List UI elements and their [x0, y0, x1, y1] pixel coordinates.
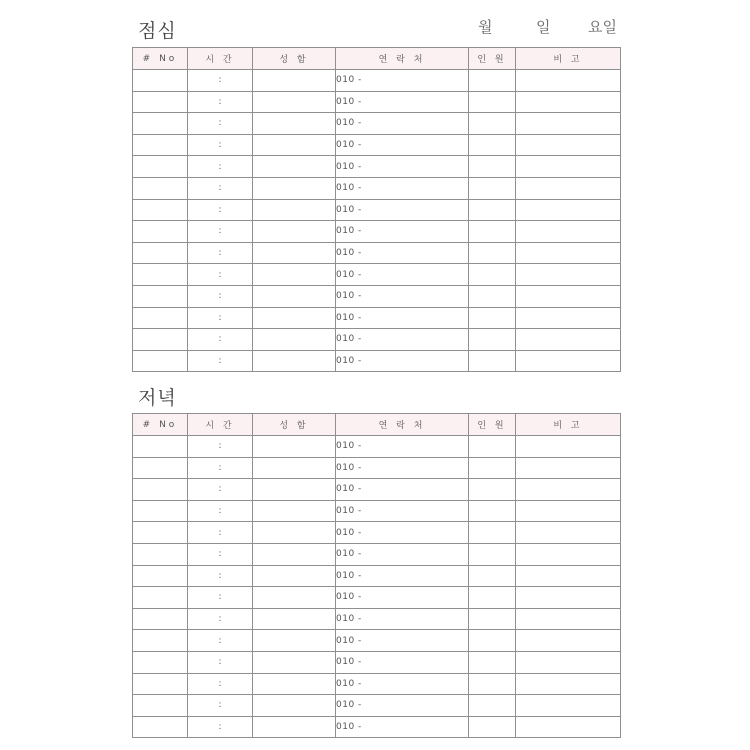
- notes-cell[interactable]: [516, 307, 621, 329]
- table-row: [133, 264, 621, 286]
- party-size-cell[interactable]: [469, 630, 516, 652]
- notes-cell[interactable]: [516, 673, 621, 695]
- notes-cell[interactable]: [516, 134, 621, 156]
- party-size-cell[interactable]: [469, 651, 516, 673]
- notes-cell[interactable]: [516, 543, 621, 565]
- party-size-cell[interactable]: [469, 479, 516, 501]
- no-cell[interactable]: [133, 156, 188, 178]
- table-row: [133, 716, 621, 738]
- name-cell[interactable]: [253, 199, 336, 221]
- table-row: [133, 242, 621, 264]
- name-cell[interactable]: [253, 350, 336, 372]
- col-header-contact: 연 락 처: [336, 48, 469, 70]
- name-cell[interactable]: [253, 436, 336, 458]
- weekday-label: 요일: [588, 18, 617, 36]
- table-row: [133, 156, 621, 178]
- contact-cell: 010 -: [336, 522, 469, 544]
- no-cell[interactable]: [133, 716, 188, 738]
- no-cell[interactable]: [133, 285, 188, 307]
- time-cell: :: [188, 695, 253, 717]
- notes-cell[interactable]: [516, 716, 621, 738]
- table-row: [133, 113, 621, 135]
- no-cell[interactable]: [133, 436, 188, 458]
- no-cell[interactable]: [133, 587, 188, 609]
- table-header-row: [133, 48, 621, 70]
- notes-cell[interactable]: [516, 565, 621, 587]
- time-cell: :: [188, 543, 253, 565]
- notes-cell[interactable]: [516, 457, 621, 479]
- name-cell[interactable]: [253, 500, 336, 522]
- party-size-cell[interactable]: [469, 457, 516, 479]
- col-header-notes: 비 고: [516, 48, 621, 70]
- contact-cell: 010 -: [336, 457, 469, 479]
- col-header-no: # No: [133, 414, 188, 436]
- notes-cell[interactable]: [516, 221, 621, 243]
- time-cell: :: [188, 716, 253, 738]
- time-cell: :: [188, 264, 253, 286]
- col-header-name: 성 함: [253, 414, 336, 436]
- name-cell[interactable]: [253, 329, 336, 351]
- time-cell: :: [188, 156, 253, 178]
- notes-cell[interactable]: [516, 242, 621, 264]
- notes-cell[interactable]: [516, 500, 621, 522]
- contact-cell: 010 -: [336, 350, 469, 372]
- time-cell: :: [188, 630, 253, 652]
- table-header-row: [133, 414, 621, 436]
- table-row: [133, 91, 621, 113]
- date-line: [470, 16, 620, 38]
- party-size-cell[interactable]: [469, 242, 516, 264]
- notes-cell[interactable]: [516, 695, 621, 717]
- contact-cell: 010 -: [336, 156, 469, 178]
- contact-cell: 010 -: [336, 242, 469, 264]
- contact-cell: 010 -: [336, 70, 469, 92]
- party-size-cell[interactable]: [469, 500, 516, 522]
- no-cell[interactable]: [133, 695, 188, 717]
- name-cell[interactable]: [253, 565, 336, 587]
- party-size-cell[interactable]: [469, 329, 516, 351]
- party-size-cell[interactable]: [469, 221, 516, 243]
- no-cell[interactable]: [133, 199, 188, 221]
- party-size-cell[interactable]: [469, 156, 516, 178]
- no-cell[interactable]: [133, 565, 188, 587]
- month-label: 월: [478, 18, 493, 36]
- time-cell: :: [188, 134, 253, 156]
- no-cell[interactable]: [133, 350, 188, 372]
- notes-cell[interactable]: [516, 436, 621, 458]
- party-size-cell[interactable]: [469, 70, 516, 92]
- table-row: [133, 199, 621, 221]
- name-cell[interactable]: [253, 457, 336, 479]
- party-size-cell[interactable]: [469, 264, 516, 286]
- time-cell: :: [188, 479, 253, 501]
- time-cell: :: [188, 329, 253, 351]
- name-cell[interactable]: [253, 113, 336, 135]
- contact-cell: 010 -: [336, 285, 469, 307]
- party-size-cell[interactable]: [469, 565, 516, 587]
- table-row: [133, 522, 621, 544]
- notes-cell[interactable]: [516, 522, 621, 544]
- no-cell[interactable]: [133, 113, 188, 135]
- time-cell: :: [188, 91, 253, 113]
- contact-cell: 010 -: [336, 329, 469, 351]
- contact-cell: 010 -: [336, 716, 469, 738]
- no-cell[interactable]: [133, 500, 188, 522]
- no-cell[interactable]: [133, 673, 188, 695]
- time-cell: :: [188, 457, 253, 479]
- no-cell[interactable]: [133, 630, 188, 652]
- notes-cell[interactable]: [516, 199, 621, 221]
- table-row: [133, 500, 621, 522]
- time-cell: :: [188, 673, 253, 695]
- dinner-section-title: 저녁: [138, 387, 177, 409]
- notes-cell[interactable]: [516, 70, 621, 92]
- contact-cell: 010 -: [336, 630, 469, 652]
- contact-cell: 010 -: [336, 307, 469, 329]
- no-cell[interactable]: [133, 307, 188, 329]
- party-size-cell[interactable]: [469, 134, 516, 156]
- notes-cell[interactable]: [516, 177, 621, 199]
- contact-cell: 010 -: [336, 608, 469, 630]
- table-row: [133, 70, 621, 92]
- table-row: [133, 457, 621, 479]
- time-cell: :: [188, 221, 253, 243]
- name-cell[interactable]: [253, 630, 336, 652]
- name-cell[interactable]: [253, 264, 336, 286]
- party-size-cell[interactable]: [469, 543, 516, 565]
- notes-cell[interactable]: [516, 608, 621, 630]
- no-cell[interactable]: [133, 221, 188, 243]
- notes-cell[interactable]: [516, 630, 621, 652]
- table-row: [133, 350, 621, 372]
- contact-cell: 010 -: [336, 479, 469, 501]
- no-cell[interactable]: [133, 264, 188, 286]
- table-row: [133, 134, 621, 156]
- no-cell[interactable]: [133, 651, 188, 673]
- time-cell: :: [188, 587, 253, 609]
- party-size-cell[interactable]: [469, 608, 516, 630]
- time-cell: :: [188, 113, 253, 135]
- contact-cell: 010 -: [336, 264, 469, 286]
- party-size-cell[interactable]: [469, 350, 516, 372]
- no-cell[interactable]: [133, 70, 188, 92]
- time-cell: :: [188, 307, 253, 329]
- table-row: [133, 651, 621, 673]
- no-cell[interactable]: [133, 608, 188, 630]
- col-header-time: 시 간: [188, 48, 253, 70]
- col-header-name: 성 함: [253, 48, 336, 70]
- name-cell[interactable]: [253, 285, 336, 307]
- party-size-cell[interactable]: [469, 716, 516, 738]
- notes-cell[interactable]: [516, 264, 621, 286]
- day-label: 일: [536, 18, 551, 36]
- table-row: [133, 630, 621, 652]
- contact-cell: 010 -: [336, 436, 469, 458]
- name-cell[interactable]: [253, 716, 336, 738]
- contact-cell: 010 -: [336, 91, 469, 113]
- contact-cell: 010 -: [336, 565, 469, 587]
- no-cell[interactable]: [133, 543, 188, 565]
- table-row: [133, 608, 621, 630]
- party-size-cell[interactable]: [469, 673, 516, 695]
- table-row: [133, 307, 621, 329]
- col-header-contact: 연 락 처: [336, 414, 469, 436]
- table-row: [133, 285, 621, 307]
- contact-cell: 010 -: [336, 134, 469, 156]
- party-size-cell[interactable]: [469, 695, 516, 717]
- contact-cell: 010 -: [336, 543, 469, 565]
- notes-cell[interactable]: [516, 350, 621, 372]
- contact-cell: 010 -: [336, 199, 469, 221]
- contact-cell: 010 -: [336, 177, 469, 199]
- party-size-cell[interactable]: [469, 587, 516, 609]
- table-row: [133, 565, 621, 587]
- name-cell[interactable]: [253, 587, 336, 609]
- party-size-cell[interactable]: [469, 113, 516, 135]
- name-cell[interactable]: [253, 608, 336, 630]
- time-cell: :: [188, 565, 253, 587]
- no-cell[interactable]: [133, 91, 188, 113]
- table-row: [133, 543, 621, 565]
- table-row: [133, 673, 621, 695]
- time-cell: :: [188, 199, 253, 221]
- party-size-cell[interactable]: [469, 522, 516, 544]
- name-cell[interactable]: [253, 673, 336, 695]
- name-cell[interactable]: [253, 695, 336, 717]
- col-header-no: # No: [133, 48, 188, 70]
- table-row: [133, 587, 621, 609]
- notes-cell[interactable]: [516, 587, 621, 609]
- name-cell[interactable]: [253, 242, 336, 264]
- col-header-time: 시 간: [188, 414, 253, 436]
- name-cell[interactable]: [253, 479, 336, 501]
- contact-cell: 010 -: [336, 587, 469, 609]
- lunch-reservation-table: [132, 47, 621, 372]
- notes-cell[interactable]: [516, 329, 621, 351]
- notes-cell[interactable]: [516, 651, 621, 673]
- table-row: [133, 695, 621, 717]
- name-cell[interactable]: [253, 307, 336, 329]
- no-cell[interactable]: [133, 177, 188, 199]
- time-cell: :: [188, 500, 253, 522]
- time-cell: :: [188, 651, 253, 673]
- party-size-cell[interactable]: [469, 307, 516, 329]
- name-cell[interactable]: [253, 522, 336, 544]
- table-row: [133, 177, 621, 199]
- notes-cell[interactable]: [516, 156, 621, 178]
- no-cell[interactable]: [133, 479, 188, 501]
- party-size-cell[interactable]: [469, 91, 516, 113]
- time-cell: :: [188, 242, 253, 264]
- time-cell: :: [188, 608, 253, 630]
- table-row: [133, 436, 621, 458]
- time-cell: :: [188, 350, 253, 372]
- time-cell: :: [188, 70, 253, 92]
- notes-cell[interactable]: [516, 113, 621, 135]
- contact-cell: 010 -: [336, 673, 469, 695]
- time-cell: :: [188, 177, 253, 199]
- no-cell[interactable]: [133, 242, 188, 264]
- name-cell[interactable]: [253, 651, 336, 673]
- name-cell[interactable]: [253, 91, 336, 113]
- notes-cell[interactable]: [516, 479, 621, 501]
- notes-cell[interactable]: [516, 91, 621, 113]
- party-size-cell[interactable]: [469, 436, 516, 458]
- lunch-section-title: 점심: [138, 20, 177, 42]
- contact-cell: 010 -: [336, 500, 469, 522]
- name-cell[interactable]: [253, 177, 336, 199]
- contact-cell: 010 -: [336, 695, 469, 717]
- notes-cell[interactable]: [516, 285, 621, 307]
- name-cell[interactable]: [253, 543, 336, 565]
- party-size-cell[interactable]: [469, 177, 516, 199]
- table-row: [133, 329, 621, 351]
- contact-cell: 010 -: [336, 113, 469, 135]
- party-size-cell[interactable]: [469, 199, 516, 221]
- col-header-party-size: 인 원: [469, 414, 516, 436]
- no-cell[interactable]: [133, 329, 188, 351]
- time-cell: :: [188, 436, 253, 458]
- name-cell[interactable]: [253, 70, 336, 92]
- table-row: [133, 479, 621, 501]
- name-cell[interactable]: [253, 134, 336, 156]
- table-row: [133, 221, 621, 243]
- time-cell: :: [188, 285, 253, 307]
- name-cell[interactable]: [253, 156, 336, 178]
- party-size-cell[interactable]: [469, 285, 516, 307]
- no-cell[interactable]: [133, 134, 188, 156]
- col-header-notes: 비 고: [516, 414, 621, 436]
- time-cell: :: [188, 522, 253, 544]
- no-cell[interactable]: [133, 457, 188, 479]
- dinner-reservation-table: [132, 413, 621, 738]
- no-cell[interactable]: [133, 522, 188, 544]
- contact-cell: 010 -: [336, 651, 469, 673]
- name-cell[interactable]: [253, 221, 336, 243]
- col-header-party-size: 인 원: [469, 48, 516, 70]
- contact-cell: 010 -: [336, 221, 469, 243]
